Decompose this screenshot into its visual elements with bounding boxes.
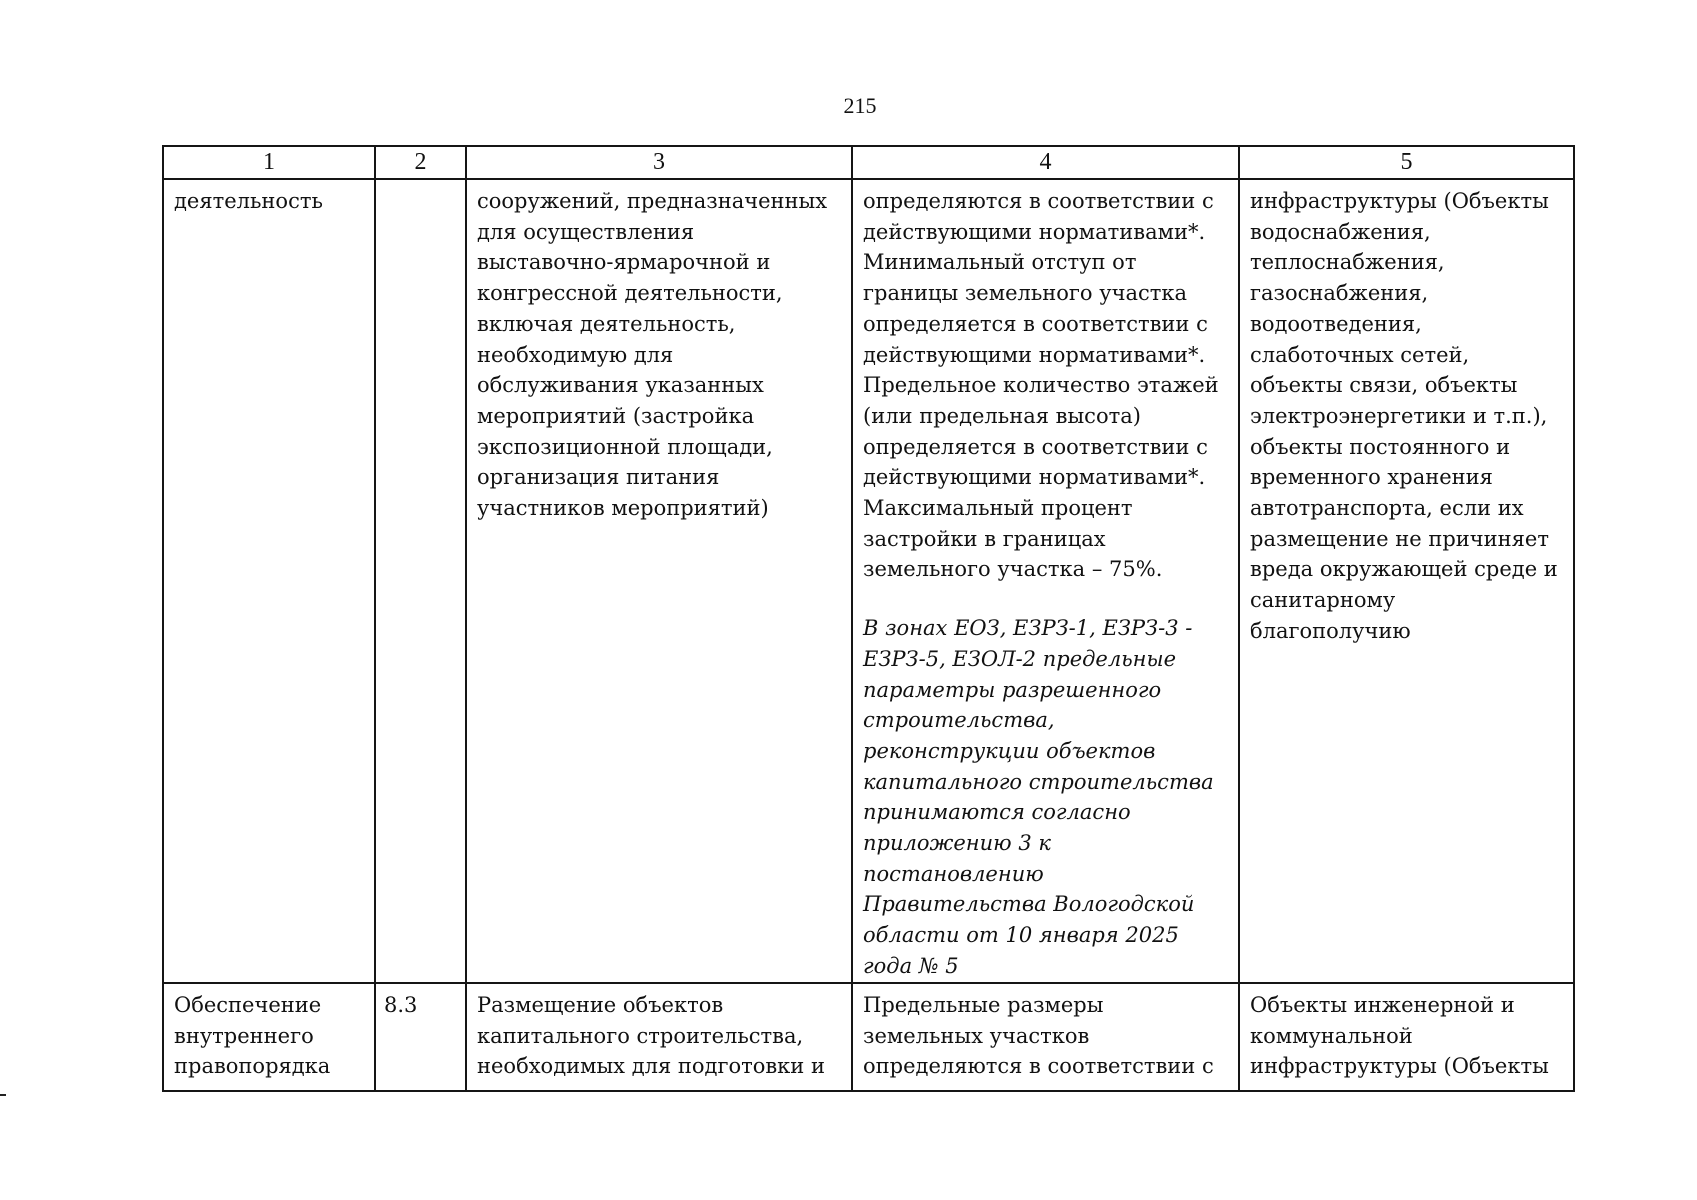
cell-text-line: теплоснабжения, [1250,250,1445,275]
cell-text-line: размещение не причиняет [1250,526,1549,551]
cell-text-line: (или предельная высота) [863,403,1141,428]
cell-text-line: постановлению [863,861,1044,886]
header-cell-5: 5 [1239,146,1574,179]
cell-text-line: для осуществления [477,219,695,244]
header-cell-3: 3 [466,146,852,179]
page-number: 215 [843,93,877,118]
cell-description [466,983,852,1091]
cell-text-line: необходимых для подготовки и [477,1054,825,1079]
cell-parameters [852,179,1239,983]
parameters-note-italic [863,613,1234,981]
header-cell-2: 2 [375,146,466,179]
cell-description [466,179,852,983]
cell-text-line: включая деятельность, [477,311,736,336]
cell-text-line: В зонах ЕОЗ, ЕЗРЗ-1, ЕЗРЗ-3 - [863,616,1193,641]
cell-text-line: инфраструктуры (Объекты [1250,189,1549,213]
cell-text-line: Минимальный отступ от [863,250,1137,275]
cell-text-line: необходимую для [477,342,674,367]
cell-text-line: конгрессной деятельности, [477,281,783,306]
cell-text-line: Предельные размеры [863,993,1104,1017]
cell-text-line: автотранспорта, если их [1250,496,1524,521]
cell-text-line: приложению 3 к [863,831,1051,856]
table-header-row [163,146,1574,179]
cell-text-line: определяются в соответствии с [863,1054,1214,1079]
cell-text-line: правопорядка [174,1054,331,1079]
table-row [163,179,1574,983]
cell-text-line: экспозиционной площади, [477,434,773,459]
scan-edge-mark [0,1094,6,1096]
cell-text-line: принимаются согласно [863,800,1131,825]
cell-text-line: определяется в соответствии с [863,311,1208,336]
cell-text-line: параметры разрешенного [863,677,1162,702]
cell-text-line: Размещение объектов [477,993,724,1017]
cell-auxiliary-uses [1239,983,1574,1091]
cell-text-line: организация питания [477,465,720,490]
cell-text-line: объекты связи, объекты [1250,373,1518,398]
cell-text-line: водоотведения, [1250,311,1422,336]
cell-auxiliary-uses [1239,179,1574,983]
cell-text-line: электроэнергетики и т.п.), [1250,403,1548,428]
cell-text-line: земельного участка – 75%. [863,557,1163,582]
header-cell-4: 4 [852,146,1239,179]
cell-text-line: Объекты инженерной и [1250,993,1515,1017]
zoning-table [162,145,1575,1092]
cell-text-line: Правительства Вологодской [863,892,1195,917]
cell-text-line: реконструкции объектов [863,738,1156,763]
cell-text-line: определяются в соответствии с [863,189,1214,213]
cell-text-line: действующими нормативами*. [863,465,1206,490]
cell-text-line: 8.3 [384,993,418,1017]
cell-code [375,179,466,983]
cell-code [375,983,466,1091]
cell-land-use-type [163,179,375,983]
cell-text-line: объекты постоянного и [1250,434,1511,459]
cell-text-line: мероприятий (застройка [477,403,755,428]
cell-text-line: водоснабжения, [1250,219,1431,244]
cell-text-line: Предельное количество этажей [863,373,1219,398]
cell-text-line: действующими нормативами*. [863,342,1206,367]
cell-text-line: вреда окружающей среде и [1250,557,1558,582]
cell-land-use-type [163,983,375,1091]
cell-text-line: сооружений, предназначенных [477,189,828,213]
table-row [163,983,1574,1091]
cell-text-line: земельных участков [863,1023,1090,1048]
cell-text-line: строительства, [863,708,1055,733]
cell-text-line: деятельность [174,189,323,213]
cell-text-line: ЕЗРЗ-5, ЕЗОЛ-2 предельные [863,646,1177,671]
cell-text-line: газоснабжения, [1250,281,1429,306]
cell-text-line: санитарному [1250,588,1396,613]
cell-text-line: благополучию [1250,618,1411,643]
paragraph-gap [863,585,1234,613]
cell-text-line: коммунальной [1250,1023,1413,1048]
header-cell-1: 1 [163,146,375,179]
cell-text-line: инфраструктуры (Объекты [1250,1054,1549,1079]
cell-text-line: застройки в границах [863,526,1106,551]
cell-text-line: действующими нормативами*. [863,219,1206,244]
cell-text-line: выставочно-ярмарочной и [477,250,771,275]
cell-text-line: обслуживания указанных [477,373,764,398]
cell-text-line: года № 5 [863,953,959,978]
cell-text-line: временного хранения [1250,465,1493,490]
cell-text-line: капитального строительства, [477,1023,804,1048]
cell-text-line: границы земельного участка [863,281,1188,306]
cell-text-line: Обеспечение [174,993,322,1017]
cell-parameters [852,983,1239,1091]
cell-text-line: области от 10 января 2025 [863,923,1179,948]
cell-text-line: участников мероприятий) [477,496,769,521]
cell-text-line: Максимальный процент [863,496,1133,521]
cell-text-line: слаботочных сетей, [1250,342,1470,367]
cell-text-line: капитального строительства [863,769,1214,794]
parameters-text [863,186,1234,585]
cell-text-line: определяется в соответствии с [863,434,1208,459]
cell-text-line: внутреннего [174,1023,314,1048]
